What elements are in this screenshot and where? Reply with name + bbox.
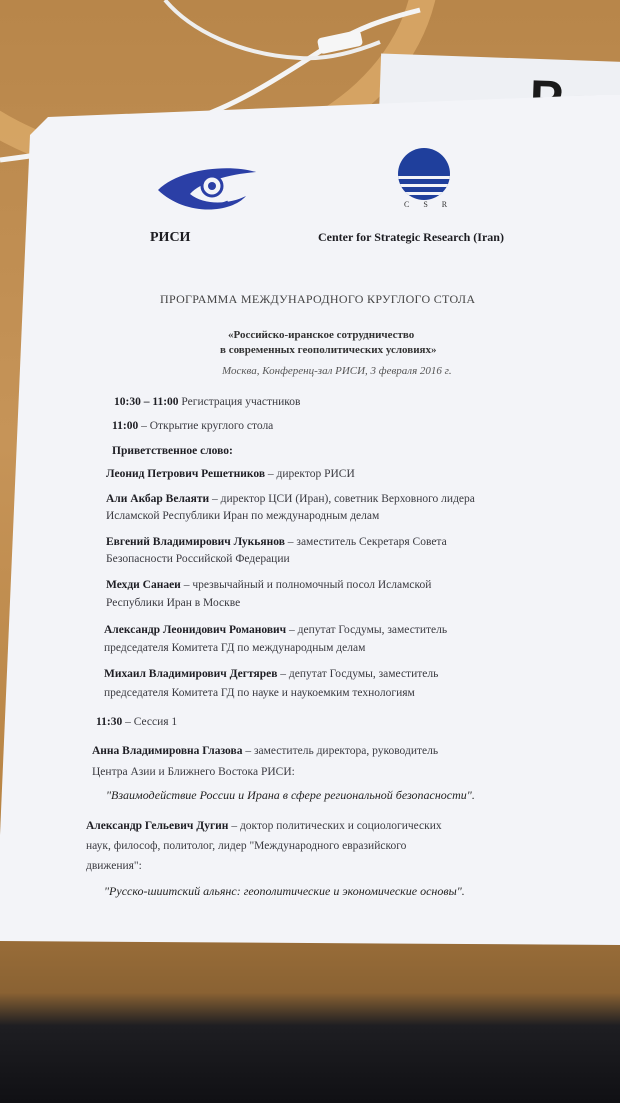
session-speaker-entry: Анна Владимировна Глазова – заместитель директора, руководитель bbox=[92, 745, 439, 757]
speaker-name: Леонид Петрович Решетников bbox=[106, 468, 266, 480]
program-title: ПРОГРАММА МЕЖДУНАРОДНОГО КРУГЛОГО СТОЛА bbox=[160, 292, 476, 306]
speaker-name: Александр Гельевич Дугин bbox=[86, 820, 229, 832]
session-speaker-entry-continued: движения": bbox=[86, 860, 142, 872]
speaker-entry-continued: Исламской Республики Иран по международным делам bbox=[106, 510, 380, 522]
speaker-entry: Мехди Санаеи – чрезвычайный и полномочный посол Исламской bbox=[106, 579, 432, 591]
program-subtitle-2: в современных геополитических условиях» bbox=[220, 344, 437, 356]
schedule-text: – Открытие круглого стола bbox=[138, 420, 274, 432]
speaker-name: Евгений Владимирович Лукьянов bbox=[106, 536, 285, 548]
schedule-time: 11:00 bbox=[112, 420, 139, 432]
session-speaker-entry: Александр Гельевич Дугин – доктор политических и социологических bbox=[86, 820, 442, 832]
session-label: – Сессия 1 bbox=[122, 716, 178, 728]
schedule-time: 10:30 – 11:00 bbox=[114, 396, 179, 408]
session-speaker-entry-continued: наук, философ, политолог, лидер "Международного евразийского bbox=[86, 840, 407, 852]
speaker-name: Анна Владимировна Глазова bbox=[92, 745, 243, 757]
session-heading bbox=[96, 716, 177, 728]
session-speaker-entry-continued: Центра Азии и Ближнего Востока РИСИ: bbox=[92, 766, 295, 778]
csr-org-name: Center for Strategic Research (Iran) bbox=[318, 230, 504, 244]
speaker-entry: Али Акбар Велаяти – директор ЦСИ (Иран), советник Верховного лидера bbox=[106, 493, 475, 505]
speaker-entry: Михаил Владимирович Дегтярев – депутат Госдумы, заместитель bbox=[104, 668, 439, 680]
speaker-name: Мехди Санаеи bbox=[106, 579, 181, 591]
program-subtitle-1: «Российско-иранское сотрудничество bbox=[228, 329, 415, 341]
schedule-opening bbox=[112, 420, 273, 432]
speaker-entry-continued: Республики Иран в Москве bbox=[106, 597, 241, 609]
welcome-heading: Приветственное слово: bbox=[112, 445, 233, 457]
speaker-entry: Евгений Владимирович Лукьянов – заместитель Секретаря Совета bbox=[106, 536, 447, 548]
session-time: 11:30 bbox=[96, 716, 123, 728]
place-date: Москва, Конференц-зал РИСИ, 3 февраля 2016 г. bbox=[222, 365, 452, 377]
speaker-entry: Леонид Петрович Решетников – директор РИСИ bbox=[106, 468, 355, 480]
speaker-entry-continued: председателя Комитета ГД по международным делам bbox=[104, 642, 366, 654]
csr-globe-logo-icon bbox=[394, 146, 454, 206]
speaker-name: Али Акбар Велаяти bbox=[106, 493, 210, 505]
session-topic: "Русско-шиитский альянс: геополитические и экономические основы". bbox=[104, 884, 465, 898]
speaker-name: Александр Леонидович Романович bbox=[104, 624, 287, 636]
csr-logo-text: C S R bbox=[404, 200, 454, 209]
speaker-entry-continued: Безопасности Российской Федерации bbox=[106, 553, 290, 565]
speaker-entry-continued: председателя Комитета ГД по науке и наукоемким технологиям bbox=[104, 687, 415, 699]
speaker-name: Михаил Владимирович Дегтярев bbox=[104, 668, 278, 680]
schedule-registration bbox=[114, 396, 300, 408]
speaker-entry: Александр Леонидович Романович – депутат Госдумы, заместитель bbox=[104, 624, 448, 636]
risi-logo-icon bbox=[150, 160, 260, 220]
risi-org-name: РИСИ bbox=[150, 230, 191, 245]
session-topic: "Взаимодействие России и Ирана в сфере региональной безопасности". bbox=[106, 788, 475, 802]
schedule-text: Регистрация участников bbox=[178, 396, 301, 408]
